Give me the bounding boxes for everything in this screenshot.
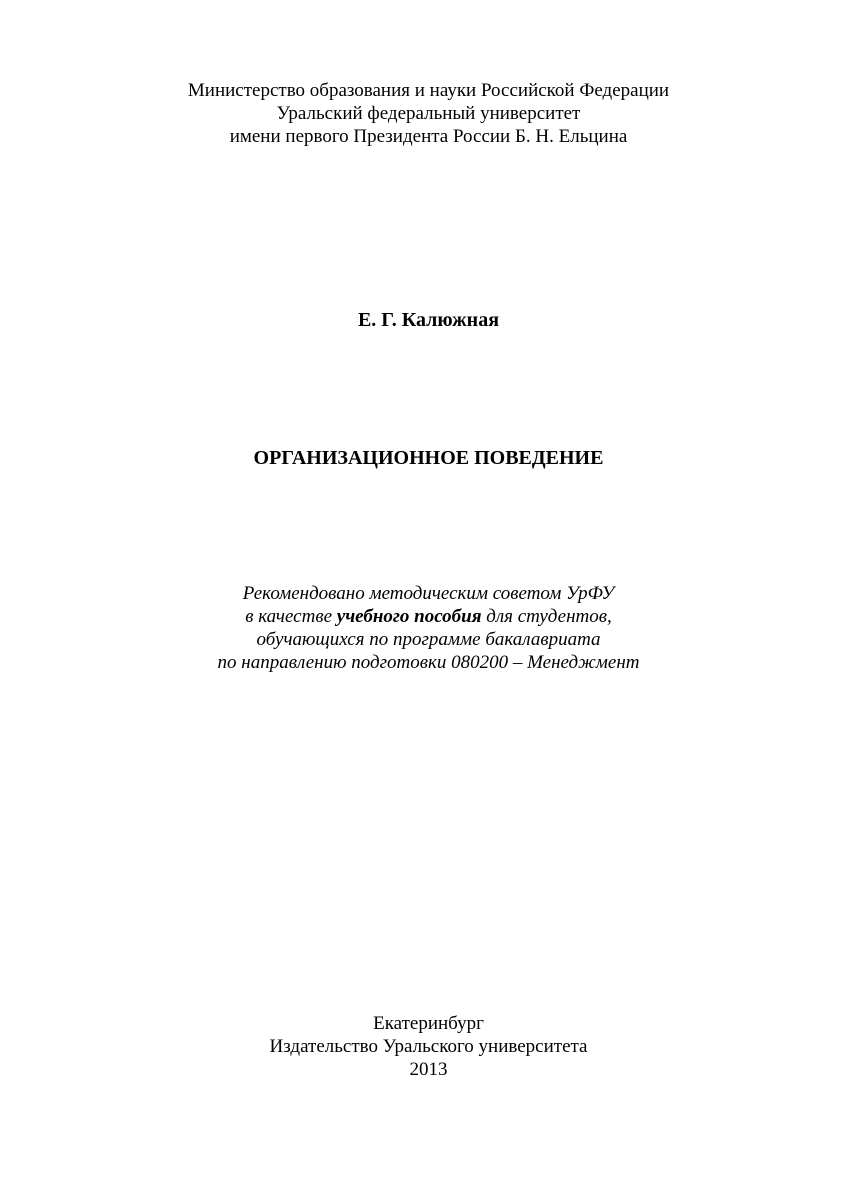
recommendation-note [0,582,857,674]
ministry-line: Министерство образования и науки Российской Федерации [187,80,670,101]
ministry-header [0,79,857,148]
recommendation-line-2-start: в качестве [245,606,337,627]
recommendation-line-1: Рекомендовано методическим советом УрФУ [242,583,615,604]
author-name: Е. Г. Калюжная [357,309,500,331]
recommendation-line-2-end: для студентов, [481,606,612,627]
university-name-line: имени первого Президента России Б. Н. Ельцина [229,126,628,147]
university-line: Уральский федеральный университет [276,103,581,124]
document-title: ОРГАНИЗАЦИОННОЕ ПОВЕДЕНИЕ [253,447,604,469]
recommendation-line-4: по направлению подготовки 080200 – Менеджмент [217,652,640,673]
imprint-year: 2013 [409,1059,448,1080]
publication-imprint [0,1012,857,1081]
textbook-emphasis: учебного пособия [336,606,482,627]
imprint-publisher: Издательство Уральского университета [269,1036,588,1057]
imprint-city: Екатеринбург [373,1013,484,1034]
recommendation-line-3: обучающихся по программе бакалавриата [256,629,601,650]
recommendation-line-2 [0,605,857,628]
